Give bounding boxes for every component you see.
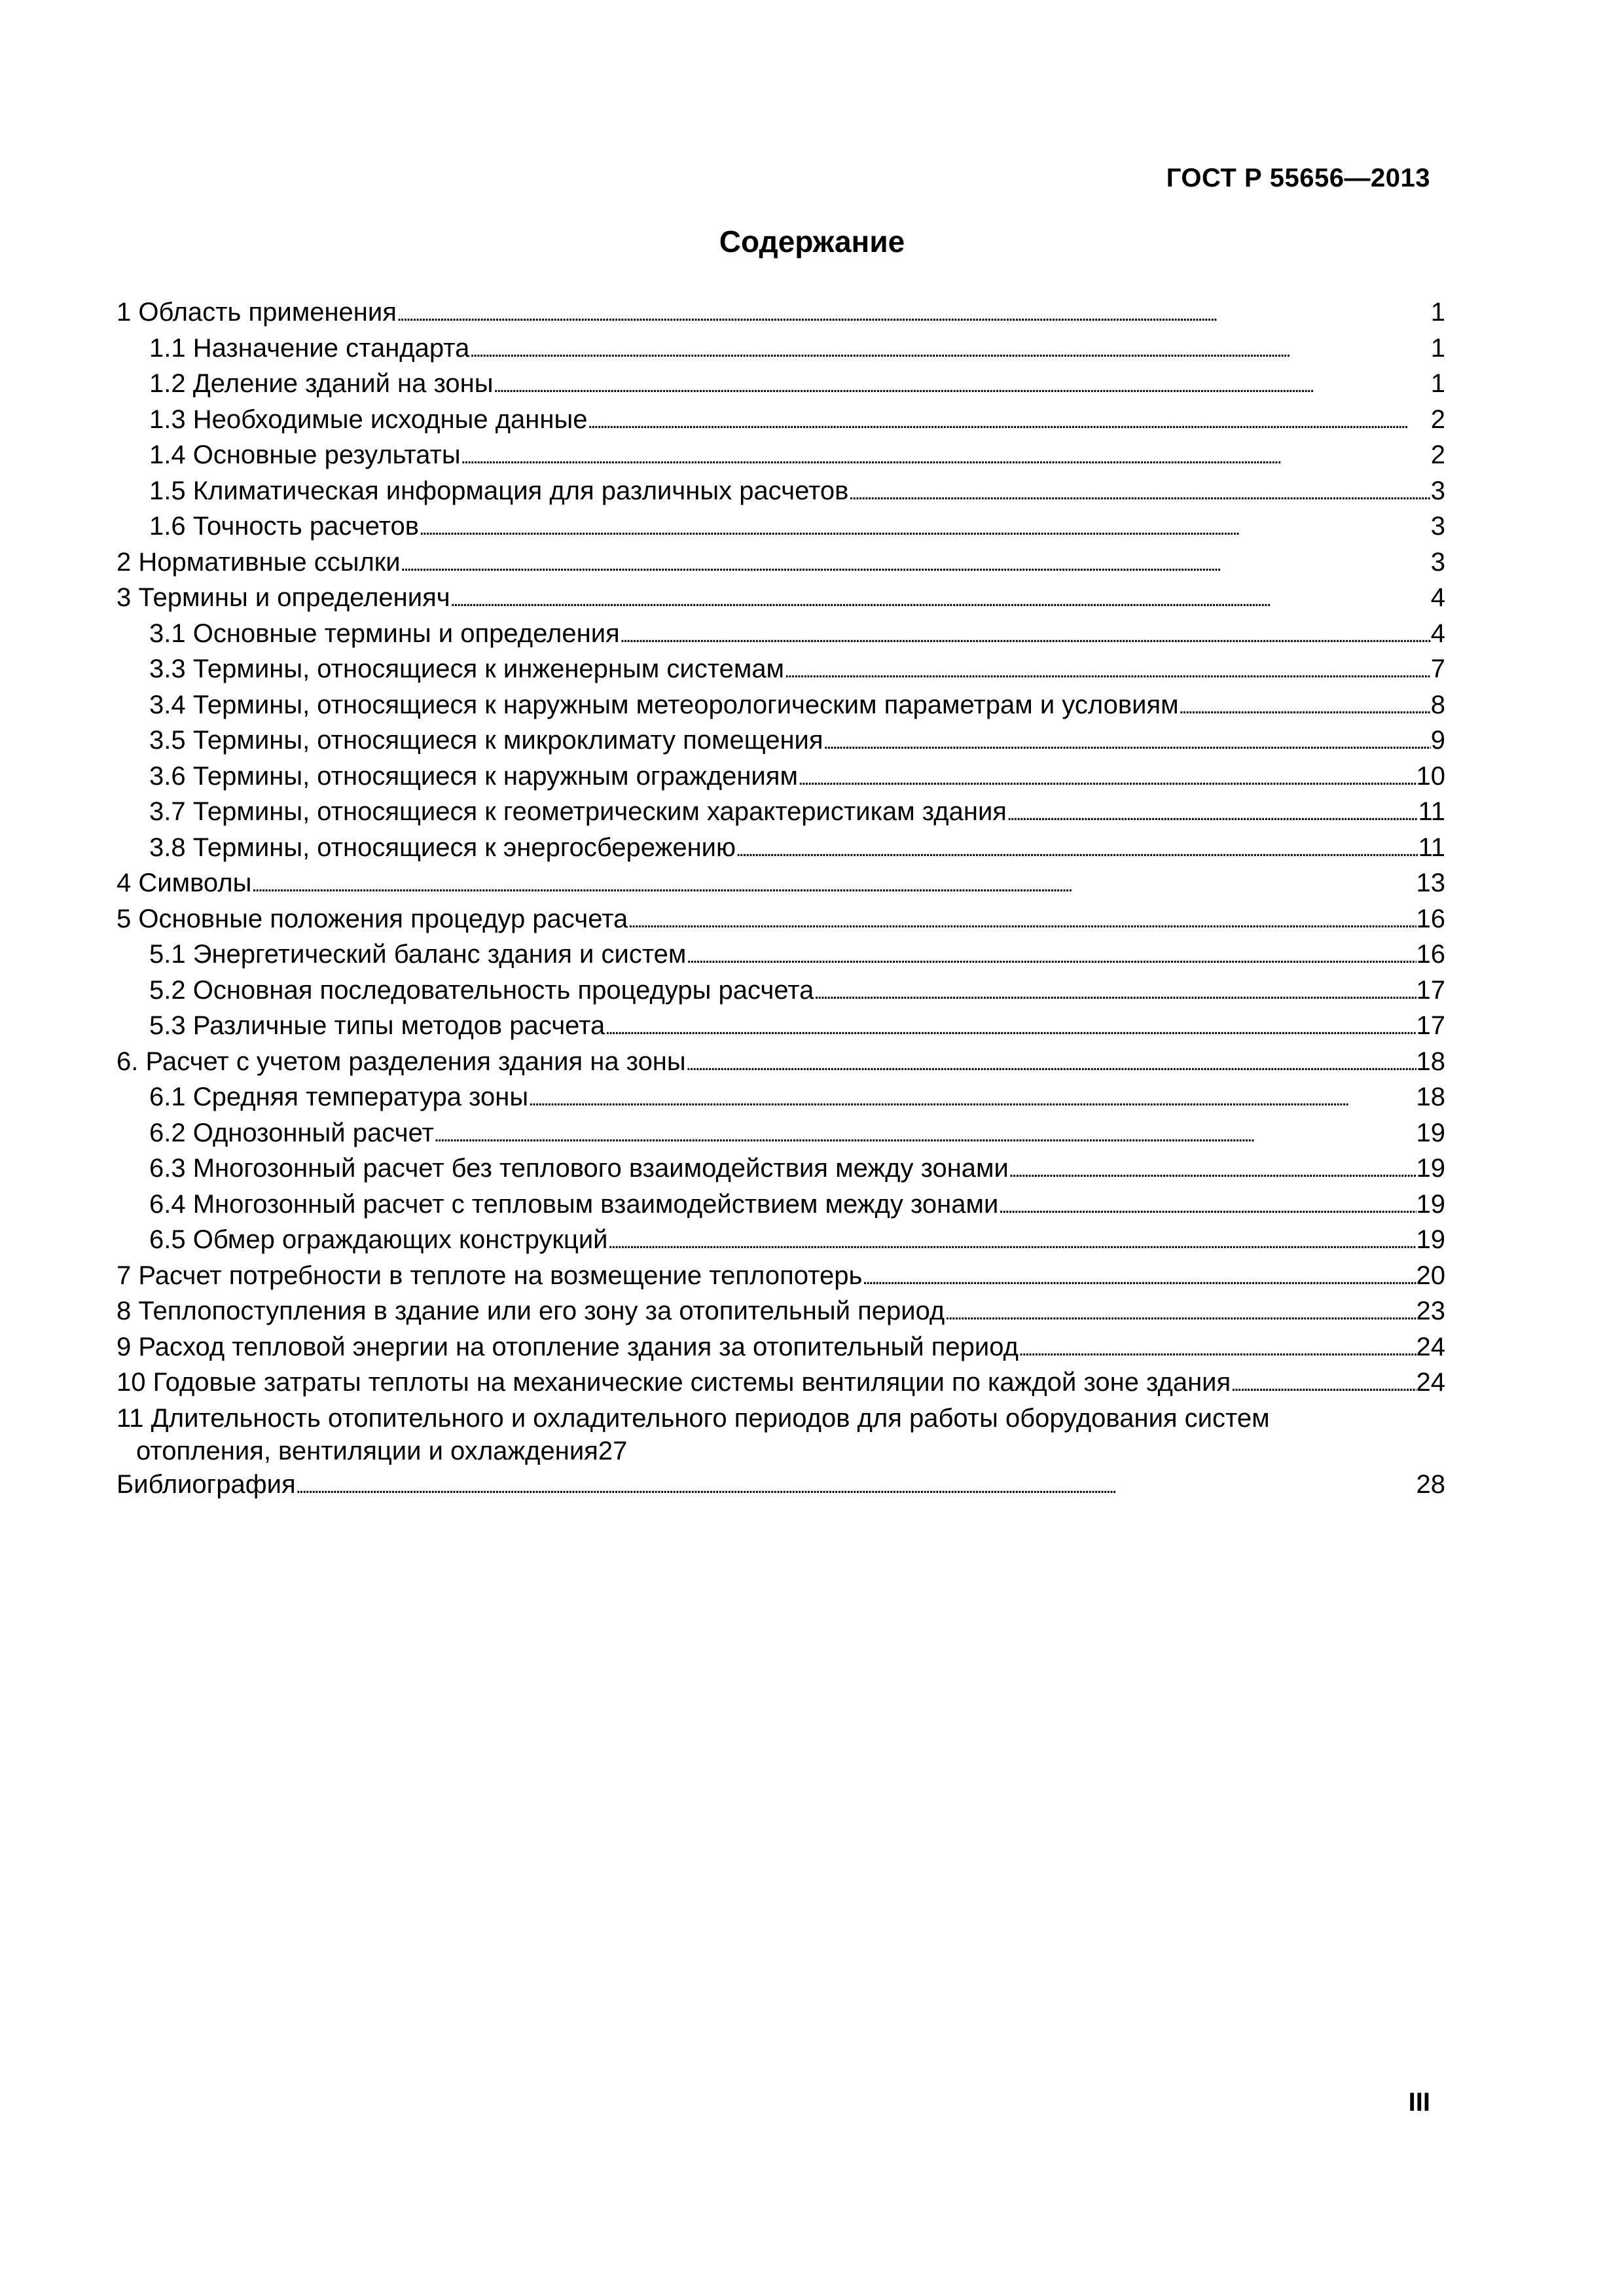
toc-entry[interactable] — [117, 1045, 1445, 1081]
toc-entry[interactable] — [117, 1295, 1445, 1331]
toc-entry-label: 2 Нормативные ссылки — [117, 547, 401, 577]
toc-entry-page: 24 — [1416, 1368, 1445, 1397]
toc-entry-label: 3.4 Термины, относящиеся к наружным метеорологическим параметрам и условиям — [149, 690, 1179, 719]
toc-entry[interactable] — [117, 332, 1445, 368]
dot-leader — [608, 1223, 1416, 1259]
dot-leader — [1179, 689, 1431, 725]
toc-entry-page: 10 — [1416, 761, 1445, 791]
toc-entry-page: 27 — [598, 1437, 628, 1465]
toc-entry-page: 17 — [1416, 975, 1445, 1005]
dot-leader — [945, 1295, 1416, 1331]
dot-leader — [784, 653, 1431, 689]
toc-entry-page: 1 — [1430, 298, 1445, 327]
dot-leader — [628, 903, 1416, 939]
toc-entry-page: 9 — [1430, 726, 1445, 755]
toc-entry-label: 1.5 Климатическая информация для различных расчетов — [149, 476, 849, 505]
toc-entry-label: 4 Символы — [117, 869, 252, 897]
toc-entry-label: 5.3 Различные типы методов расчета — [149, 1011, 605, 1040]
dot-leader — [848, 475, 1430, 511]
toc-title: Содержание — [719, 224, 905, 259]
toc-entry-page: 16 — [1416, 940, 1445, 969]
toc-entry[interactable] — [117, 1259, 1445, 1295]
toc-entry-label: 1.4 Основные результаты — [149, 440, 461, 469]
dot-leader — [736, 831, 1418, 867]
toc-entry-page: 23 — [1416, 1297, 1445, 1325]
dot-leader — [998, 1188, 1416, 1224]
toc-entry-label: 3.3 Термины, относящиеся к инженерным системам — [149, 655, 785, 683]
toc-entry[interactable] — [117, 581, 1445, 617]
document-code: ГОСТ Р 55656—2013 — [1166, 164, 1430, 192]
dot-leader — [493, 367, 1430, 403]
toc-entry[interactable] — [117, 617, 1445, 653]
toc-entry-label: 1 Область применения — [117, 298, 397, 327]
toc-entry-page: 4 — [1430, 583, 1445, 612]
toc-entry-label: 5 Основные положения процедур расчета — [117, 904, 628, 933]
toc-entry-label: 10 Годовые затраты теплоты на механические системы вентиляции по каждой зоне здания — [117, 1368, 1231, 1397]
toc-entry-label: Библиография — [117, 1469, 296, 1499]
toc-entry-label: 3.5 Термины, относящиеся к микроклимату помещения — [149, 726, 823, 755]
toc-entry-page: 3 — [1430, 512, 1445, 541]
toc-entry[interactable] — [117, 903, 1445, 939]
toc-entry[interactable] — [117, 831, 1445, 867]
toc-entry-page: 16 — [1416, 904, 1445, 933]
dot-leader — [686, 938, 1416, 974]
dot-leader — [469, 332, 1430, 368]
page-number: III — [1408, 2088, 1430, 2117]
dot-leader — [461, 439, 1431, 475]
toc-entry-label: 1.6 Точность расчетов — [149, 512, 420, 541]
toc-entry[interactable] — [117, 1188, 1445, 1224]
toc-entry-page: 1 — [1430, 333, 1445, 363]
dot-leader — [814, 974, 1416, 1010]
toc-entry-page: 4 — [1430, 619, 1445, 648]
toc-entry[interactable] — [117, 1223, 1445, 1259]
toc-entry[interactable] — [117, 1366, 1445, 1402]
dot-leader — [798, 760, 1416, 796]
dot-leader — [434, 1117, 1416, 1153]
toc-entry[interactable] — [117, 546, 1445, 582]
dot-leader — [528, 1081, 1416, 1117]
toc-entry-page: 19 — [1416, 1118, 1445, 1147]
dot-leader — [1231, 1366, 1416, 1402]
toc-entry[interactable] — [117, 867, 1445, 903]
toc-entry-section-11[interactable] — [117, 1402, 1445, 1468]
toc-entries — [117, 296, 1445, 1402]
dot-leader — [605, 1009, 1416, 1045]
toc-entry-continuation — [117, 1435, 1445, 1468]
toc-entry-label: 3.1 Основные термины и определения — [149, 619, 620, 648]
toc-entry-label: 6.3 Многозонный расчет без теплового взаимодействия между зонами — [149, 1154, 1009, 1183]
dot-leader — [296, 1468, 1416, 1504]
toc-entry-page: 20 — [1416, 1261, 1445, 1290]
toc-entry-label: 3.6 Термины, относящиеся к наружным ограждениям — [149, 761, 798, 791]
toc-entry-page: 28 — [1416, 1469, 1445, 1499]
toc-entry-page: 18 — [1416, 1047, 1445, 1076]
toc-entry[interactable] — [117, 510, 1445, 546]
dot-leader — [419, 510, 1431, 546]
toc-entry[interactable] — [117, 1117, 1445, 1153]
toc-entry[interactable] — [117, 367, 1445, 403]
toc-entry-page: 3 — [1430, 547, 1445, 577]
toc-entry-label: 6.2 Однозонный расчет — [149, 1118, 434, 1147]
toc-entry-page: 19 — [1416, 1225, 1445, 1254]
toc-entry[interactable] — [117, 938, 1445, 974]
dot-leader — [1007, 795, 1418, 831]
toc-entry[interactable] — [117, 1009, 1445, 1045]
toc-entry-label: 8 Теплопоступления в здание или его зону за отопительный период — [117, 1297, 945, 1325]
toc-entry-page: 2 — [1430, 440, 1445, 469]
toc-entry-label: 3.7 Термины, относящиеся к геометрическим характеристикам здания — [149, 797, 1007, 826]
dot-leader — [401, 546, 1431, 582]
toc-entry-label: 6. Расчет с учетом разделения здания на зоны — [117, 1047, 686, 1076]
dot-leader — [686, 1045, 1416, 1081]
toc-entry-label-continued: отопления, вентиляции и охлаждения — [136, 1437, 598, 1465]
toc-entry-page: 19 — [1416, 1189, 1445, 1219]
toc-entry[interactable] — [117, 1331, 1445, 1367]
toc-entry-page: 7 — [1430, 655, 1445, 683]
toc-entry-label: 6.5 Обмер ограждающих конструкций — [149, 1225, 608, 1254]
toc-entry-page: 11 — [1418, 797, 1445, 826]
toc-entry-label: 1.1 Назначение стандарта — [149, 333, 470, 363]
toc-entry-label: 3.8 Термины, относящиеся к энергосбережению — [149, 833, 736, 862]
toc-entry[interactable] — [117, 724, 1445, 760]
toc-entry-page: 3 — [1430, 476, 1445, 505]
toc-entry-bibliography[interactable] — [117, 1468, 1445, 1504]
toc-entry[interactable] — [117, 439, 1445, 475]
dot-leader — [450, 581, 1431, 617]
toc-entry[interactable] — [117, 689, 1445, 725]
toc-entry[interactable] — [117, 974, 1445, 1010]
toc-entry-page: 1 — [1430, 369, 1445, 398]
toc-entry-page: 19 — [1416, 1154, 1445, 1183]
toc-entry-label: 1.3 Необходимые исходные данные — [149, 404, 588, 434]
toc-entry-page: 2 — [1430, 404, 1445, 434]
toc-entry-page: 11 — [1418, 833, 1445, 862]
toc-entry[interactable] — [117, 296, 1445, 332]
toc-entry[interactable] — [117, 1081, 1445, 1117]
toc-entry-page: 8 — [1430, 690, 1445, 719]
toc-entry[interactable] — [117, 475, 1445, 511]
toc-entry[interactable] — [117, 795, 1445, 831]
dot-leader — [862, 1259, 1416, 1295]
toc-entry-label: 9 Расход тепловой энергии на отопление здания за отопительный период — [117, 1332, 1019, 1361]
toc-entry-label: 11 Длительность отопительного и охладительного периодов для работы оборудования систем — [117, 1403, 1270, 1433]
dot-leader — [1019, 1331, 1416, 1367]
toc-entry[interactable] — [117, 760, 1445, 796]
dot-leader — [1009, 1152, 1416, 1188]
toc-entry-label: 5.2 Основная последовательность процедуры расчета — [149, 975, 814, 1005]
toc-entry-page: 17 — [1416, 1011, 1445, 1040]
toc-entry-label: 6.1 Средняя температура зоны — [149, 1083, 529, 1111]
dot-leader — [251, 867, 1416, 903]
toc-entry-page: 13 — [1416, 869, 1445, 897]
toc-entry-label: 1.2 Деление зданий на зоны — [149, 369, 494, 398]
toc-entry[interactable] — [117, 1152, 1445, 1188]
toc-entry-label: 5.1 Энергетический баланс здания и систем — [149, 940, 687, 969]
dot-leader — [620, 617, 1431, 653]
toc-entry[interactable] — [117, 403, 1445, 439]
toc-entry[interactable] — [117, 653, 1445, 689]
dot-leader — [823, 724, 1431, 760]
table-of-contents — [117, 296, 1445, 1503]
toc-entry-label: 6.4 Многозонный расчет с тепловым взаимодействием между зонами — [149, 1189, 999, 1219]
dot-leader — [587, 403, 1430, 439]
toc-entry-label: 3 Термины и определенияч — [117, 583, 450, 612]
toc-entry-page: 18 — [1416, 1083, 1445, 1111]
toc-entry-page: 24 — [1416, 1332, 1445, 1361]
toc-entry-label: 7 Расчет потребности в теплоте на возмещение теплопотерь — [117, 1261, 863, 1290]
dot-leader — [397, 296, 1431, 332]
